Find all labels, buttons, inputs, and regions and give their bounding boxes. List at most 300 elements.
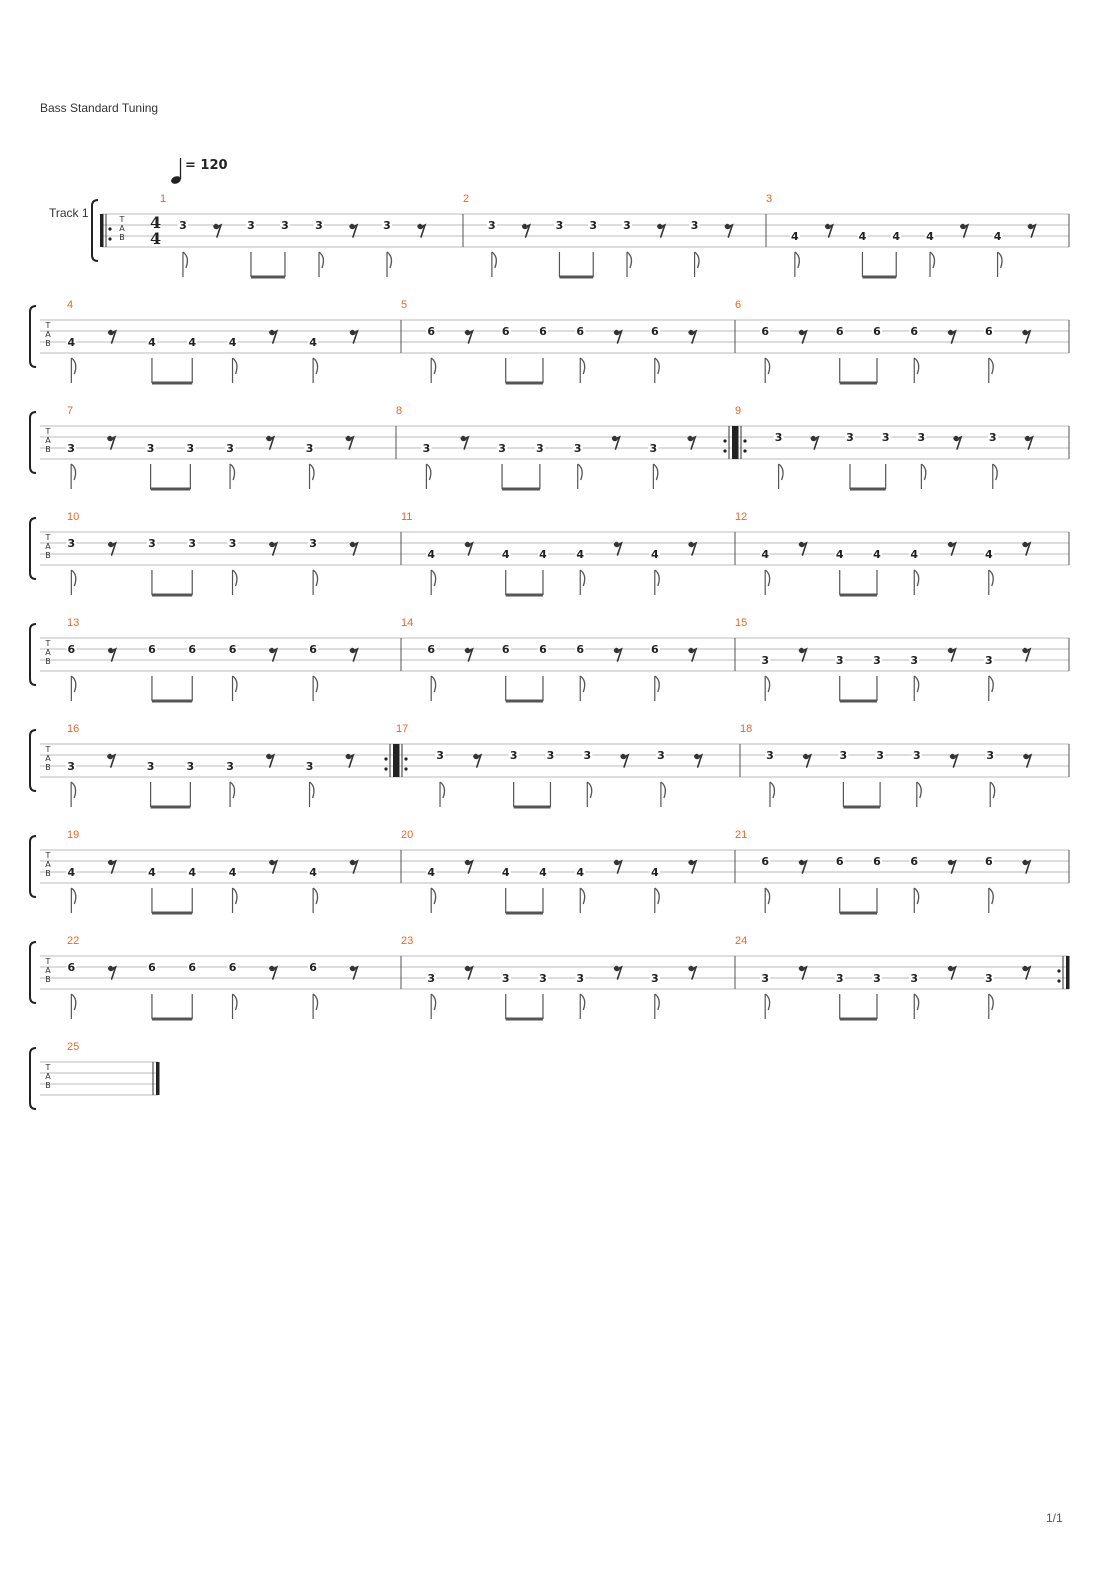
fret-number: 6 — [148, 961, 156, 974]
fret-number: 3 — [846, 431, 854, 444]
fret-number: 4 — [650, 866, 659, 879]
fret-number: 4 — [228, 866, 237, 879]
time-signature-bottom: 4 — [150, 229, 162, 248]
fret-number: 6 — [761, 855, 770, 868]
tab-clef-letter: T — [45, 427, 51, 436]
fret-number: 6 — [427, 643, 436, 656]
rest-dot — [799, 330, 803, 334]
rest-dot — [614, 648, 618, 652]
measure-number: 11 — [401, 511, 413, 523]
fret-number: 4 — [501, 866, 510, 879]
repeat-dot — [723, 449, 726, 452]
note-flag — [914, 570, 918, 586]
tab-clef-letter: A — [45, 966, 51, 975]
note-flag — [580, 994, 584, 1010]
rest-dot — [689, 966, 693, 970]
fret-number: 4 — [761, 548, 770, 561]
fret-number: 6 — [984, 855, 993, 868]
fret-number: 3 — [984, 654, 993, 667]
fret-number: 6 — [761, 325, 770, 338]
rest-dot — [465, 330, 469, 334]
tab-clef-letter: B — [45, 657, 51, 666]
system-bracket — [30, 624, 36, 685]
note-flag — [765, 358, 769, 374]
measure-number: 9 — [735, 405, 742, 417]
fret-number: 3 — [305, 442, 314, 455]
measure-number: 19 — [67, 829, 80, 841]
note-flag — [313, 570, 317, 586]
note-flag — [914, 676, 918, 692]
fret-number: 6 — [910, 855, 919, 868]
fret-number: 3 — [910, 654, 919, 667]
repeat-dot — [1057, 969, 1060, 972]
fret-number: 4 — [228, 336, 237, 349]
measure-number: 14 — [401, 617, 414, 629]
rest-dot — [267, 754, 271, 758]
fret-number: 6 — [501, 643, 510, 656]
rest-dot — [350, 330, 354, 334]
fret-number: 4 — [427, 548, 436, 561]
tab-clef-letter: A — [45, 860, 51, 869]
fret-number: 6 — [650, 643, 659, 656]
final-thick-barline — [156, 1062, 160, 1095]
fret-number: 4 — [858, 230, 867, 243]
fret-number: 6 — [650, 325, 659, 338]
note-flag — [795, 252, 799, 268]
fret-number: 6 — [427, 325, 436, 338]
fret-number: 4 — [873, 548, 881, 561]
fret-number: 3 — [589, 219, 598, 232]
note-flag — [914, 358, 918, 374]
tab-clef-letter: T — [45, 639, 51, 648]
tab-clef-letter: A — [45, 330, 51, 339]
fret-number: 6 — [67, 643, 76, 656]
rest-dot — [799, 966, 803, 970]
system-bracket — [30, 1048, 36, 1109]
fret-number: 3 — [146, 442, 155, 455]
rest-dot — [799, 542, 803, 546]
fret-number: 4 — [427, 866, 436, 879]
tab-clef-letter: T — [45, 957, 51, 966]
rest-dot — [108, 648, 112, 652]
system-bracket — [92, 200, 98, 261]
rest-dot — [614, 330, 618, 334]
tab-clef-letter: A — [45, 754, 51, 763]
tab-clef-letter: A — [45, 1072, 51, 1081]
fret-number: 4 — [576, 866, 585, 879]
rest-dot — [270, 860, 274, 864]
measure-number: 5 — [401, 299, 408, 311]
fret-number: 3 — [912, 749, 921, 762]
note-flag — [653, 464, 657, 480]
note-flag — [71, 888, 75, 904]
note-flag — [695, 252, 699, 268]
measure-number: 2 — [463, 193, 470, 205]
rest-dot — [465, 542, 469, 546]
fret-number: 4 — [309, 336, 317, 349]
tab-clef-letter: T — [45, 851, 51, 860]
rest-dot — [688, 436, 692, 440]
note-flag — [233, 676, 237, 692]
fret-number: 4 — [910, 548, 919, 561]
note-flag — [313, 888, 317, 904]
fret-number: 6 — [576, 325, 585, 338]
repeat-thick-barline — [396, 744, 400, 777]
rest-dot — [350, 966, 354, 970]
rest-dot — [267, 436, 271, 440]
fret-number: 3 — [146, 760, 155, 773]
fret-number: 6 — [910, 325, 919, 338]
measure-number: 6 — [735, 299, 742, 311]
fret-number: 6 — [873, 855, 881, 868]
rest-dot — [961, 224, 965, 228]
fret-number: 3 — [228, 537, 237, 550]
fret-number: 3 — [247, 219, 255, 232]
fret-number: 6 — [501, 325, 510, 338]
fret-number: 3 — [650, 972, 659, 985]
measure-number: 4 — [67, 299, 74, 311]
fret-number: 3 — [657, 749, 665, 762]
measure-number: 23 — [401, 935, 414, 947]
rest-dot — [614, 542, 618, 546]
rest-dot — [948, 966, 952, 970]
repeat-thick-barline — [735, 426, 739, 459]
note-flag — [313, 994, 317, 1010]
rest-dot — [614, 966, 618, 970]
rest-dot — [108, 754, 112, 758]
fret-number: 3 — [309, 537, 317, 550]
note-flag — [580, 358, 584, 374]
measure-number: 1 — [160, 193, 167, 205]
rest-dot — [689, 648, 693, 652]
measure-number: 21 — [735, 829, 748, 841]
tempo-marking: = 120 — [185, 158, 228, 173]
note-flag — [914, 888, 918, 904]
fret-number: 3 — [427, 972, 436, 985]
rest-dot — [658, 224, 662, 228]
rest-dot — [799, 860, 803, 864]
rest-dot — [1023, 330, 1027, 334]
repeat-dot — [723, 439, 726, 442]
fret-number: 4 — [188, 866, 197, 879]
rest-dot — [350, 542, 354, 546]
note-flag — [310, 782, 314, 798]
fret-number: 3 — [67, 760, 75, 773]
tab-clef-letter: B — [45, 1081, 51, 1090]
note-flag — [580, 676, 584, 692]
fret-number: 6 — [873, 325, 881, 338]
fret-number: 6 — [188, 961, 197, 974]
repeat-thick-barline — [393, 744, 397, 777]
measure-number: 24 — [735, 935, 748, 947]
note-flag — [655, 888, 659, 904]
repeat-dot — [1057, 979, 1060, 982]
rest-dot — [465, 966, 469, 970]
note-flag — [989, 676, 993, 692]
note-flag — [914, 994, 918, 1010]
fret-number: 3 — [148, 537, 156, 550]
measure-number: 18 — [740, 723, 753, 735]
note-flag — [313, 358, 317, 374]
fret-number: 4 — [67, 866, 76, 879]
rest-dot — [346, 754, 350, 758]
fret-number: 6 — [228, 643, 237, 656]
fret-number: 4 — [67, 336, 76, 349]
fret-number: 3 — [186, 760, 195, 773]
tab-clef-letter: B — [45, 339, 51, 348]
note-flag — [655, 994, 659, 1010]
rest-dot — [346, 436, 350, 440]
rest-dot — [725, 224, 729, 228]
tab-clef-letter: A — [45, 648, 51, 657]
fret-number: 3 — [555, 219, 564, 232]
fret-number: 4 — [539, 866, 547, 879]
tab-clef-letter: T — [45, 321, 51, 330]
fret-number: 6 — [984, 325, 993, 338]
fret-number: 3 — [226, 442, 234, 455]
tab-clef-letter: B — [119, 233, 125, 242]
note-flag — [578, 464, 582, 480]
note-flag — [492, 252, 496, 268]
repeat-thick-barline — [100, 214, 104, 247]
repeat-dot — [404, 757, 407, 760]
system-bracket — [30, 412, 36, 473]
rest-dot — [948, 542, 952, 546]
note-flag — [993, 464, 997, 480]
fret-number: 3 — [766, 749, 774, 762]
fret-number: 3 — [383, 219, 391, 232]
fret-number: 3 — [226, 760, 234, 773]
fret-number: 3 — [536, 442, 544, 455]
fret-number: 6 — [835, 325, 844, 338]
rest-dot — [689, 542, 693, 546]
fret-number: 3 — [422, 442, 431, 455]
measure-number: 20 — [401, 829, 414, 841]
tab-clef-letter: A — [45, 542, 51, 551]
fret-number: 3 — [910, 972, 919, 985]
rest-dot — [948, 648, 952, 652]
fret-number: 3 — [436, 749, 444, 762]
rest-dot — [350, 860, 354, 864]
system-bracket — [30, 518, 36, 579]
note-flag — [989, 570, 993, 586]
track-label: Track 1 — [49, 206, 89, 220]
fret-number: 3 — [649, 442, 658, 455]
tab-clef-letter: T — [45, 1063, 51, 1072]
fret-number: 3 — [315, 219, 323, 232]
fret-number: 3 — [835, 972, 844, 985]
fret-number: 3 — [573, 442, 582, 455]
note-flag — [440, 782, 444, 798]
fret-number: 6 — [309, 961, 317, 974]
measure-number: 12 — [735, 511, 748, 523]
rest-dot — [948, 860, 952, 864]
rest-dot — [270, 648, 274, 652]
fret-number: 3 — [984, 972, 993, 985]
fret-number: 6 — [188, 643, 197, 656]
note-flag — [989, 358, 993, 374]
repeat-dot — [743, 439, 746, 442]
fret-number: 3 — [305, 760, 314, 773]
fret-number: 3 — [539, 972, 547, 985]
fret-number: 6 — [835, 855, 844, 868]
measure-number: 22 — [67, 935, 80, 947]
note-flag — [765, 994, 769, 1010]
rest-dot — [350, 648, 354, 652]
note-flag — [71, 358, 75, 374]
note-flag — [230, 782, 234, 798]
system-bracket — [30, 836, 36, 897]
note-flag — [990, 782, 994, 798]
note-flag — [917, 782, 921, 798]
rest-dot — [950, 754, 954, 758]
rest-dot — [954, 436, 958, 440]
rest-dot — [695, 754, 699, 758]
rest-dot — [689, 330, 693, 334]
rest-dot — [1024, 754, 1028, 758]
page-number: 1/1 — [1046, 1511, 1063, 1525]
note-flag — [989, 994, 993, 1010]
note-flag — [580, 570, 584, 586]
fret-number: 4 — [791, 230, 799, 243]
fret-number: 3 — [761, 654, 770, 667]
fret-number: 3 — [281, 219, 289, 232]
note-flag — [431, 888, 435, 904]
fret-number: 6 — [576, 643, 585, 656]
rest-dot — [1023, 860, 1027, 864]
fret-number: 4 — [993, 230, 1002, 243]
note-flag — [627, 252, 631, 268]
note-flag — [310, 464, 314, 480]
fret-number: 3 — [186, 442, 195, 455]
fret-number: 6 — [67, 961, 76, 974]
note-flag — [431, 676, 435, 692]
rest-dot — [270, 330, 274, 334]
fret-number: 6 — [309, 643, 317, 656]
note-flag — [779, 464, 783, 480]
fret-number: 3 — [988, 431, 997, 444]
note-flag — [387, 252, 391, 268]
note-flag — [661, 782, 665, 798]
repeat-dot — [384, 767, 387, 770]
fret-number: 3 — [583, 749, 592, 762]
note-flag — [587, 782, 591, 798]
note-flag — [431, 994, 435, 1010]
tab-clef-letter: A — [45, 436, 51, 445]
note-flag — [313, 676, 317, 692]
note-flag — [426, 464, 430, 480]
note-flag — [989, 888, 993, 904]
note-flag — [655, 358, 659, 374]
note-flag — [183, 252, 187, 268]
rest-dot — [612, 436, 616, 440]
fret-number: 3 — [839, 749, 848, 762]
note-flag — [580, 888, 584, 904]
note-flag — [930, 252, 934, 268]
fret-number: 4 — [650, 548, 659, 561]
tuning-label: Bass Standard Tuning — [40, 101, 159, 115]
fret-number: 6 — [539, 325, 547, 338]
tab-clef-letter: T — [119, 215, 125, 224]
measure-number: 8 — [396, 405, 403, 417]
tab-clef-letter: T — [45, 745, 51, 754]
fret-number: 3 — [623, 219, 631, 232]
fret-number: 6 — [148, 643, 156, 656]
note-flag — [431, 570, 435, 586]
repeat-dot — [108, 227, 111, 230]
rest-dot — [465, 860, 469, 864]
note-flag — [921, 464, 925, 480]
fret-number: 3 — [917, 431, 926, 444]
rest-dot — [614, 860, 618, 864]
measure-number: 16 — [67, 723, 80, 735]
rest-dot — [948, 330, 952, 334]
repeat-dot — [108, 237, 111, 240]
time-signature-top: 4 — [150, 213, 162, 232]
fret-number: 4 — [148, 336, 156, 349]
note-flag — [71, 464, 75, 480]
measure-number: 17 — [396, 723, 409, 735]
rest-dot — [799, 648, 803, 652]
fret-number: 3 — [501, 972, 510, 985]
note-flag — [655, 570, 659, 586]
fret-number: 6 — [539, 643, 547, 656]
measure-number: 15 — [735, 617, 748, 629]
fret-number: 3 — [509, 749, 518, 762]
note-flag — [71, 570, 75, 586]
measure-number: 13 — [67, 617, 80, 629]
system-bracket — [30, 306, 36, 367]
rest-dot — [461, 436, 465, 440]
tab-clef-letter: B — [45, 975, 51, 984]
rest-dot — [108, 436, 112, 440]
system-bracket — [30, 942, 36, 1003]
repeat-dot — [743, 449, 746, 452]
fret-number: 3 — [188, 537, 197, 550]
fret-number: 3 — [873, 972, 881, 985]
rest-dot — [825, 224, 829, 228]
fret-number: 3 — [835, 654, 844, 667]
fret-number: 3 — [690, 219, 699, 232]
rest-dot — [270, 542, 274, 546]
rest-dot — [1023, 542, 1027, 546]
rest-dot — [465, 648, 469, 652]
tab-clef-letter: B — [45, 445, 51, 454]
fret-number: 4 — [892, 230, 901, 243]
note-flag — [233, 358, 237, 374]
rest-dot — [214, 224, 218, 228]
fret-number: 4 — [835, 548, 844, 561]
fret-number: 4 — [539, 548, 547, 561]
note-flag — [770, 782, 774, 798]
note-flag — [71, 782, 75, 798]
rest-dot — [108, 966, 112, 970]
rest-dot — [1025, 436, 1029, 440]
fret-number: 4 — [576, 548, 585, 561]
rest-dot — [270, 966, 274, 970]
note-flag — [233, 994, 237, 1010]
tab-clef-letter: B — [45, 551, 51, 560]
repeat-thick-barline — [1066, 956, 1070, 989]
rest-dot — [811, 436, 815, 440]
rest-dot — [621, 754, 625, 758]
note-flag — [998, 252, 1002, 268]
fret-number: 3 — [498, 442, 506, 455]
repeat-dot — [384, 757, 387, 760]
fret-number: 3 — [873, 654, 881, 667]
rest-dot — [108, 860, 112, 864]
note-flag — [765, 676, 769, 692]
